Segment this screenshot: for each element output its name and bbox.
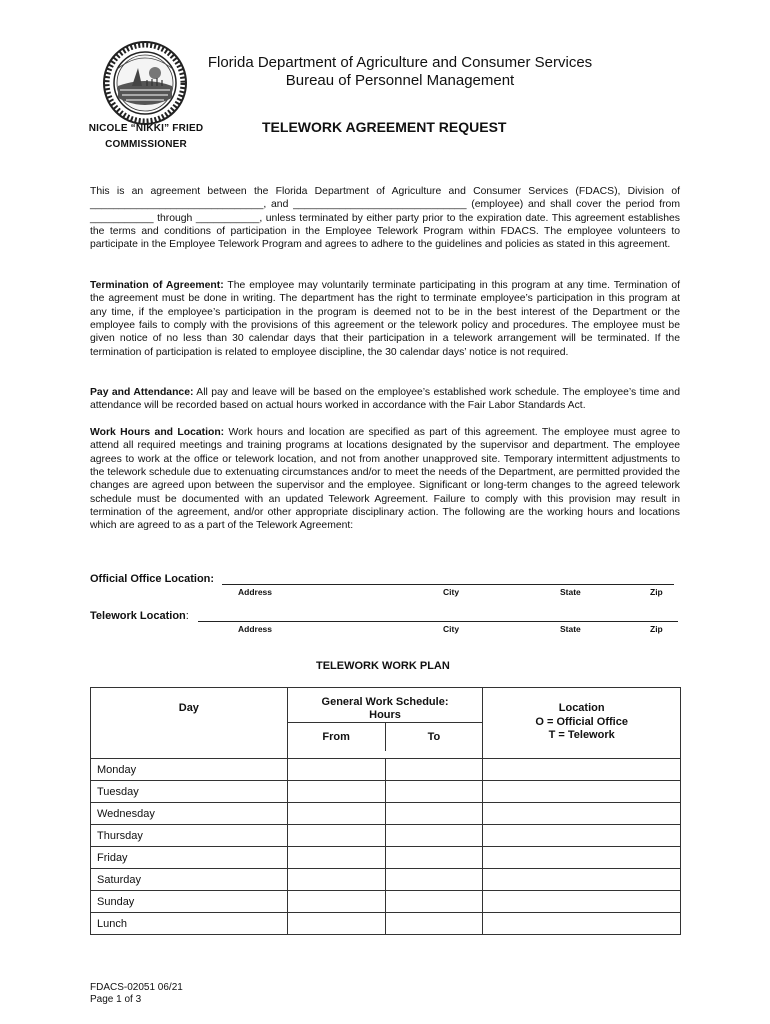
- telework-city-caption: City: [443, 624, 460, 634]
- intro-text-1: This is an agreement between the Florida Department of Agriculture and Consumer Services (FDACS), Division of: [90, 186, 680, 197]
- to-time-cell[interactable]: [385, 869, 483, 891]
- intro-paragraph: [90, 185, 680, 252]
- location-label: Location: [558, 702, 605, 714]
- table-row: [91, 891, 681, 913]
- from-time-cell[interactable]: [287, 869, 385, 891]
- commissioner-name: NICOLE “NIKKI” FRIED: [88, 123, 204, 134]
- telework-location-label-wrap: [90, 610, 189, 622]
- division-blank[interactable]: ______________________________: [90, 199, 264, 211]
- table-row: [91, 869, 681, 891]
- department-seal-icon: [102, 40, 188, 126]
- location-cell[interactable]: [483, 803, 681, 825]
- from-time-cell[interactable]: [287, 781, 385, 803]
- page-number: Page 1 of 3: [90, 994, 142, 1005]
- day-cell: Saturday: [91, 869, 288, 891]
- from-time-cell[interactable]: [287, 759, 385, 781]
- telework-location-field[interactable]: [198, 621, 678, 622]
- telework-location-colon: :: [185, 610, 189, 622]
- from-time-cell[interactable]: [287, 825, 385, 847]
- termination-heading: Termination of Agreement:: [90, 280, 224, 291]
- bureau-name: Bureau of Personnel Management: [285, 72, 515, 89]
- start-date-blank[interactable]: ___________: [90, 212, 154, 224]
- to-time-cell[interactable]: [385, 847, 483, 869]
- office-address-caption: Address: [238, 587, 273, 597]
- pay-heading: Pay and Attendance:: [90, 387, 194, 398]
- employee-name-blank[interactable]: ______________________________: [293, 199, 467, 211]
- intro-text-4: through: [157, 212, 193, 224]
- location-cell[interactable]: [483, 825, 681, 847]
- footer: [90, 982, 183, 1006]
- table-row: [91, 847, 681, 869]
- intro-text-3: (employee) and shall cover the period from: [471, 199, 680, 211]
- termination-paragraph: [90, 279, 680, 359]
- to-time-cell[interactable]: [385, 803, 483, 825]
- day-cell: Monday: [91, 759, 288, 781]
- from-time-cell[interactable]: [287, 891, 385, 913]
- day-cell: Tuesday: [91, 781, 288, 803]
- end-date-blank[interactable]: ___________: [195, 212, 260, 224]
- intro-text-5: , unless terminated by either party prior to the expiration date. This agreement establishes the terms and conditions of participation in the Employee Telework Program within FDACS. The employee volunteers to participate in the Employee Telework Program and agrees to adhere to the guidelines and policies as stated in this agreement.: [90, 212, 681, 251]
- work-plan-title: TELEWORK WORK PLAN: [316, 660, 450, 672]
- table-row: [91, 913, 681, 935]
- location-cell[interactable]: [483, 759, 681, 781]
- day-cell: Friday: [91, 847, 288, 869]
- day-cell: Lunch: [91, 913, 288, 935]
- telework-state-caption: State: [560, 624, 581, 634]
- office-city-caption: City: [443, 587, 460, 597]
- location-cell[interactable]: [483, 891, 681, 913]
- pay-paragraph: [90, 386, 680, 413]
- work-hours-heading: Work Hours and Location:: [90, 427, 225, 438]
- day-cell: Wednesday: [91, 803, 288, 825]
- table-row: [91, 759, 681, 781]
- commissioner-block: [86, 121, 206, 153]
- form-id: FDACS-02051 06/21: [90, 982, 183, 993]
- org-name: Florida Department of Agriculture and Consumer Services: [207, 54, 593, 71]
- location-cell[interactable]: [483, 781, 681, 803]
- location-key-telework: T = Telework: [548, 729, 615, 741]
- from-column-header: From: [288, 723, 386, 751]
- to-time-cell[interactable]: [385, 759, 483, 781]
- location-column-header: [483, 688, 681, 759]
- work-hours-paragraph: [90, 426, 680, 533]
- schedule-column-header: [287, 688, 483, 759]
- to-time-cell[interactable]: [385, 781, 483, 803]
- telework-zip-caption: Zip: [650, 624, 663, 634]
- hours-label: Hours: [369, 709, 401, 721]
- day-cell: Sunday: [91, 891, 288, 913]
- to-time-cell[interactable]: [385, 825, 483, 847]
- pay-body: All pay and leave will be based on the employee’s established work schedule. The employee’s time and attendance will be recorded based on actual hours worked in accordance with the Fair Labor Standards Act.: [90, 387, 680, 412]
- to-column-header: To: [427, 731, 441, 743]
- day-column-header: Day: [91, 688, 288, 759]
- work-hours-body: Work hours and location are specified as part of this agreement. The employee must agree to attend all required meetings and training programs at locations designated by the supervisor and department. The employee agrees to work at the office or telework location, and not from another unapproved site. Temporary intermittent adjustments to the telework schedule due to extenuating circumstances and/or to meet the needs of the Department, are permitted provided the changes are agreed upon between the supervisor and the employee. Significant or long-term changes to the agreed telework schedule must be documented with an updated Telework Agreement. Failure to comply with this provision may result in termination of the agreement, and/or other appropriate disciplinary action. The following are the working hours and locations which are agreed to as a part of the Telework Agreement:: [90, 427, 680, 532]
- work-plan-table: [90, 687, 681, 935]
- table-row: [91, 825, 681, 847]
- telework-location-label: Telework Location: [90, 610, 186, 622]
- office-location-label: Official Office Location:: [90, 573, 215, 585]
- page-title: TELEWORK AGREEMENT REQUEST: [262, 119, 507, 135]
- from-time-cell[interactable]: [287, 847, 385, 869]
- location-key-office: O = Official Office: [535, 715, 628, 728]
- telework-address-caption: Address: [238, 624, 273, 634]
- to-time-cell[interactable]: [385, 891, 483, 913]
- location-cell[interactable]: [483, 847, 681, 869]
- intro-text-2: , and: [263, 199, 289, 211]
- commissioner-title: COMMISSIONER: [105, 139, 187, 150]
- termination-body: The employee may voluntarily terminate participating in this program at any time. Termination of the agreement must be done in writing. The department has the right to terminate employee’s participation in this program at any time, if the employee’s participation in the program is deemed not to be in the best interest of the Department or the employee fails to comply with the provisions of this agreement or the telework policy and procedures. The employee must be given notice of no less than 30 calendar days that their participation in a telework arrangement will be terminated. If the termination of participation is related to employee discipline, the 30 calendar days’ notice is not required.: [90, 280, 681, 358]
- table-row: [91, 803, 681, 825]
- office-zip-caption: Zip: [650, 587, 663, 597]
- table-row: [91, 781, 681, 803]
- location-cell[interactable]: [483, 913, 681, 935]
- to-time-cell[interactable]: [385, 913, 483, 935]
- office-state-caption: State: [560, 587, 581, 597]
- schedule-label: General Work Schedule:: [321, 696, 449, 708]
- office-location-field[interactable]: [222, 584, 674, 585]
- location-cell[interactable]: [483, 869, 681, 891]
- day-cell: Thursday: [91, 825, 288, 847]
- from-time-cell[interactable]: [287, 803, 385, 825]
- from-time-cell[interactable]: [287, 913, 385, 935]
